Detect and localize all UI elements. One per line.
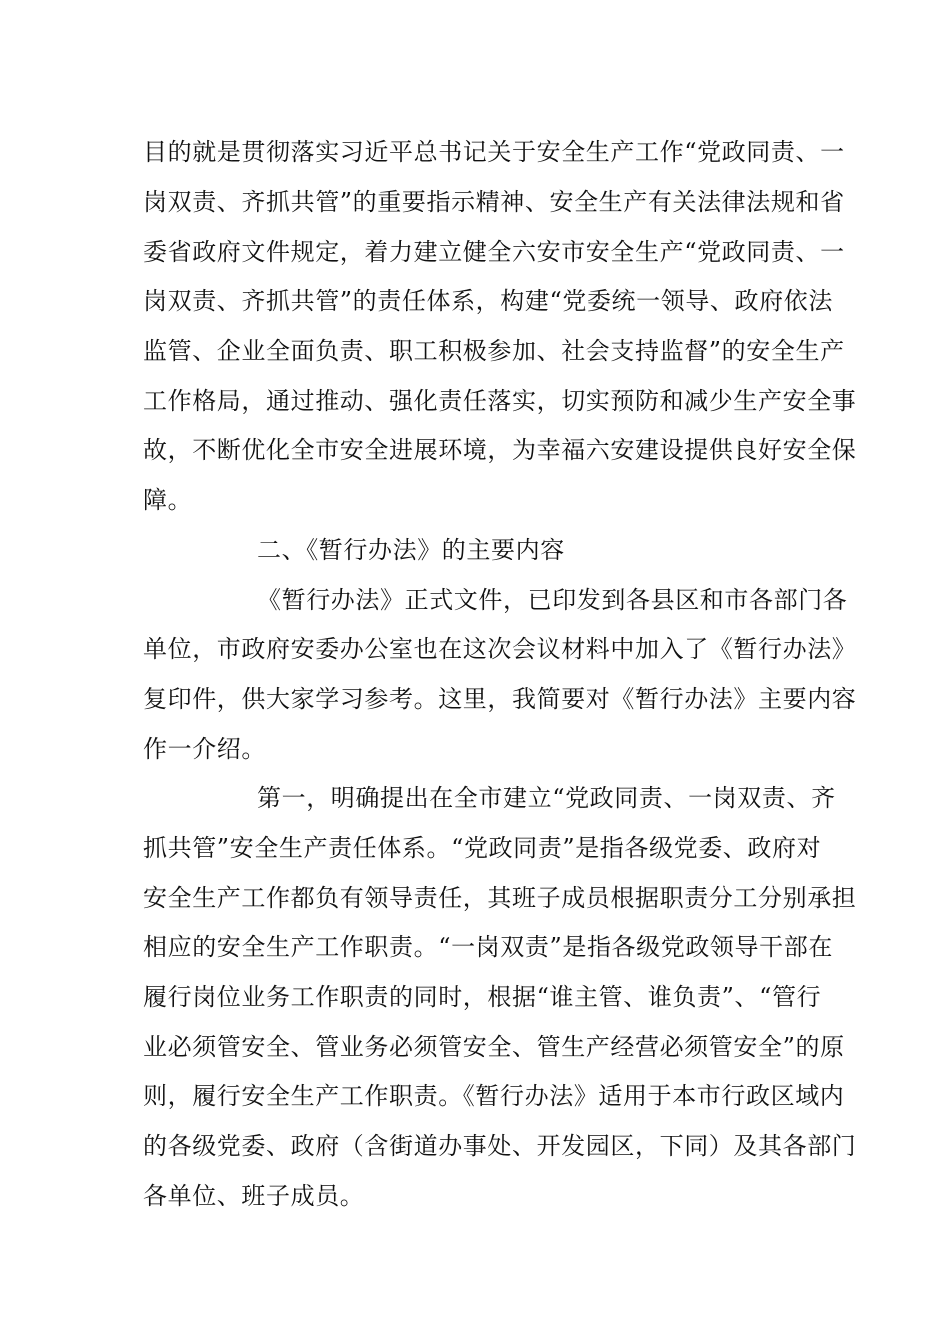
text-line: 第一，明确提出在全市建立“党政同责、一岗双责、齐 <box>257 784 836 812</box>
text-line: 履行岗位业务工作职责的同时，根据“谁主管、谁负责”、“管行 <box>143 983 822 1011</box>
text-line: 抓共管”安全生产责任体系。“党政同责”是指各级党委、政府对 <box>143 834 822 862</box>
text-line: 委省政府文件规定，着力建立健全六安市安全生产“党政同责、一 <box>143 238 845 266</box>
text-line: 作一介绍。 <box>143 735 266 763</box>
text-line: 障。 <box>143 486 193 514</box>
text-line: 监管、企业全面负责、职工积极参加、社会支持监督”的安全生产 <box>143 337 845 365</box>
text-line: 岗双责、齐抓共管”的责任体系，构建“党委统一领导、政府依法 <box>143 287 833 315</box>
text-line: 则，履行安全生产工作职责。《暂行办法》适用于本市行政区域内 <box>143 1082 845 1110</box>
text-line: 故，不断优化全市安全进展环境，为幸福六安建设提供良好安全保 <box>143 436 857 464</box>
text-line: 各单位、班子成员。 <box>143 1182 365 1210</box>
text-line: 相应的安全生产工作职责。“一岗双责”是指各级党政领导干部在 <box>143 933 833 961</box>
text-line: 单位，市政府安委办公室也在这次会议材料中加入了《暂行办法》 <box>143 635 857 663</box>
text-line: 目的就是贯彻落实习近平总书记关于安全生产工作“党政同责、一 <box>143 138 845 166</box>
text-line: 《暂行办法》正式文件，已印发到各县区和市各部门各 <box>257 586 848 614</box>
text-line: 岗双责、齐抓共管”的重要指示精神、安全生产有关法律法规和省 <box>143 188 845 216</box>
text-line: 业必须管安全、管业务必须管安全、管生产经营必须管安全”的原 <box>143 1033 845 1061</box>
text-line: 工作格局，通过推动、强化责任落实，切实预防和减少生产安全事 <box>143 387 857 415</box>
text-line: 的各级党委、政府（含街道办事处、开发园区，下同）及其各部门 <box>143 1132 857 1160</box>
text-line: 复印件，供大家学习参考。这里，我简要对《暂行办法》主要内容 <box>143 685 857 713</box>
section-heading: 二、《暂行办法》的主要内容 <box>257 536 565 564</box>
text-line: 安全生产工作都负有领导责任，其班子成员根据职责分工分别承担 <box>143 884 857 912</box>
